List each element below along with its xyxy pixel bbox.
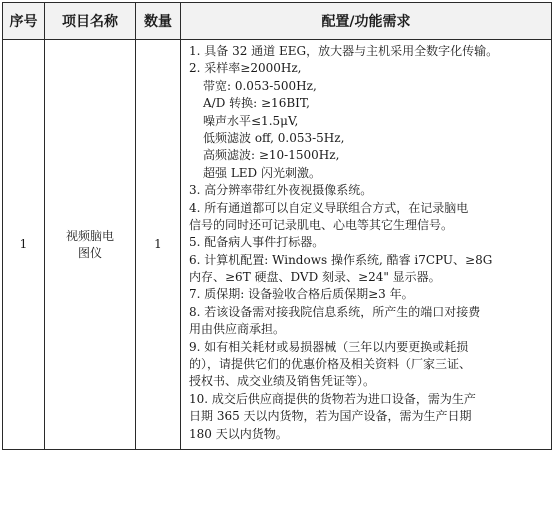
requirement-line: 5. 配备病人事件打标器。 — [189, 235, 325, 250]
requirement-line: 2. 采样率≥2000Hz, — [189, 61, 302, 76]
table-body — [3, 40, 552, 450]
requirement-line: 的），请提供它们的优惠价格及相关资料（厂家三证、 — [189, 357, 472, 372]
row-requirements — [181, 40, 552, 450]
item-name-line: 视频脑电 — [65, 229, 114, 244]
header-requirements: 配置/功能需求 — [181, 3, 552, 40]
requirement-line: 1. 具备 32 通道 EEG，放大器与主机采用全数字化传输。 — [189, 44, 499, 58]
requirement-line: 8. 若该设备需对接我院信息系统，所产生的端口对接费 — [189, 304, 481, 319]
equipment-requirements-table — [2, 2, 552, 450]
requirement-line: 低频滤波 off, 0.053-5Hz, — [203, 130, 345, 145]
requirement-line: 用由供应商承担。 — [189, 322, 286, 337]
header-index: 序号 — [3, 3, 45, 40]
row-index: 1 — [3, 40, 45, 450]
requirement-line: 180 天以内货物。 — [189, 426, 288, 441]
row-quantity: 1 — [136, 40, 181, 450]
item-name-line: 图仪 — [77, 246, 102, 261]
requirement-line: 7. 质保期: 设备验收合格后质保期≥3 年。 — [189, 287, 414, 302]
requirement-line: 日期 365 天以内货物，若为国产设备，需为生产日期 — [189, 409, 472, 424]
requirement-line: 9. 如有相关耗材或易损器械（三年以内要更换或耗损 — [189, 339, 469, 354]
requirement-line: 4. 所有通道都可以自定义导联组合方式，在记录脑电 — [189, 200, 469, 215]
requirement-line: 授权书、成交业绩及销售凭证等）。 — [189, 374, 376, 389]
requirement-line: 带宽: 0.053-500Hz, — [203, 78, 317, 93]
requirement-line: 信号的同时还可记录肌电、心电等其它生理信号。 — [189, 217, 454, 232]
requirement-line: 10. 成交后供应商提供的货物若为进口设备，需为生产 — [189, 391, 476, 406]
requirement-line: 3. 高分辨率带红外夜视摄像系统。 — [189, 183, 373, 198]
requirement-line: A/D 转换: ≥16BIT, — [203, 96, 310, 111]
table-header — [3, 3, 552, 40]
header-row — [3, 3, 552, 40]
requirement-line: 内存、≥6T 硬盘、DVD 刻录、≥24" 显示器。 — [189, 270, 441, 285]
header-item-name: 项目名称 — [45, 3, 136, 40]
requirement-line: 高频滤波: ≥10-1500Hz, — [203, 148, 340, 163]
requirement-line: 噪声水平≤1.5μV, — [203, 113, 299, 128]
table-row — [3, 40, 552, 450]
requirement-line: 超强 LED 闪光刺激。 — [203, 165, 321, 180]
requirement-line: 6. 计算机配置: Windows 操作系统, 酷睿 i7CPU、≥8G — [189, 252, 493, 267]
row-item-name — [45, 40, 136, 450]
header-quantity: 数量 — [136, 3, 181, 40]
